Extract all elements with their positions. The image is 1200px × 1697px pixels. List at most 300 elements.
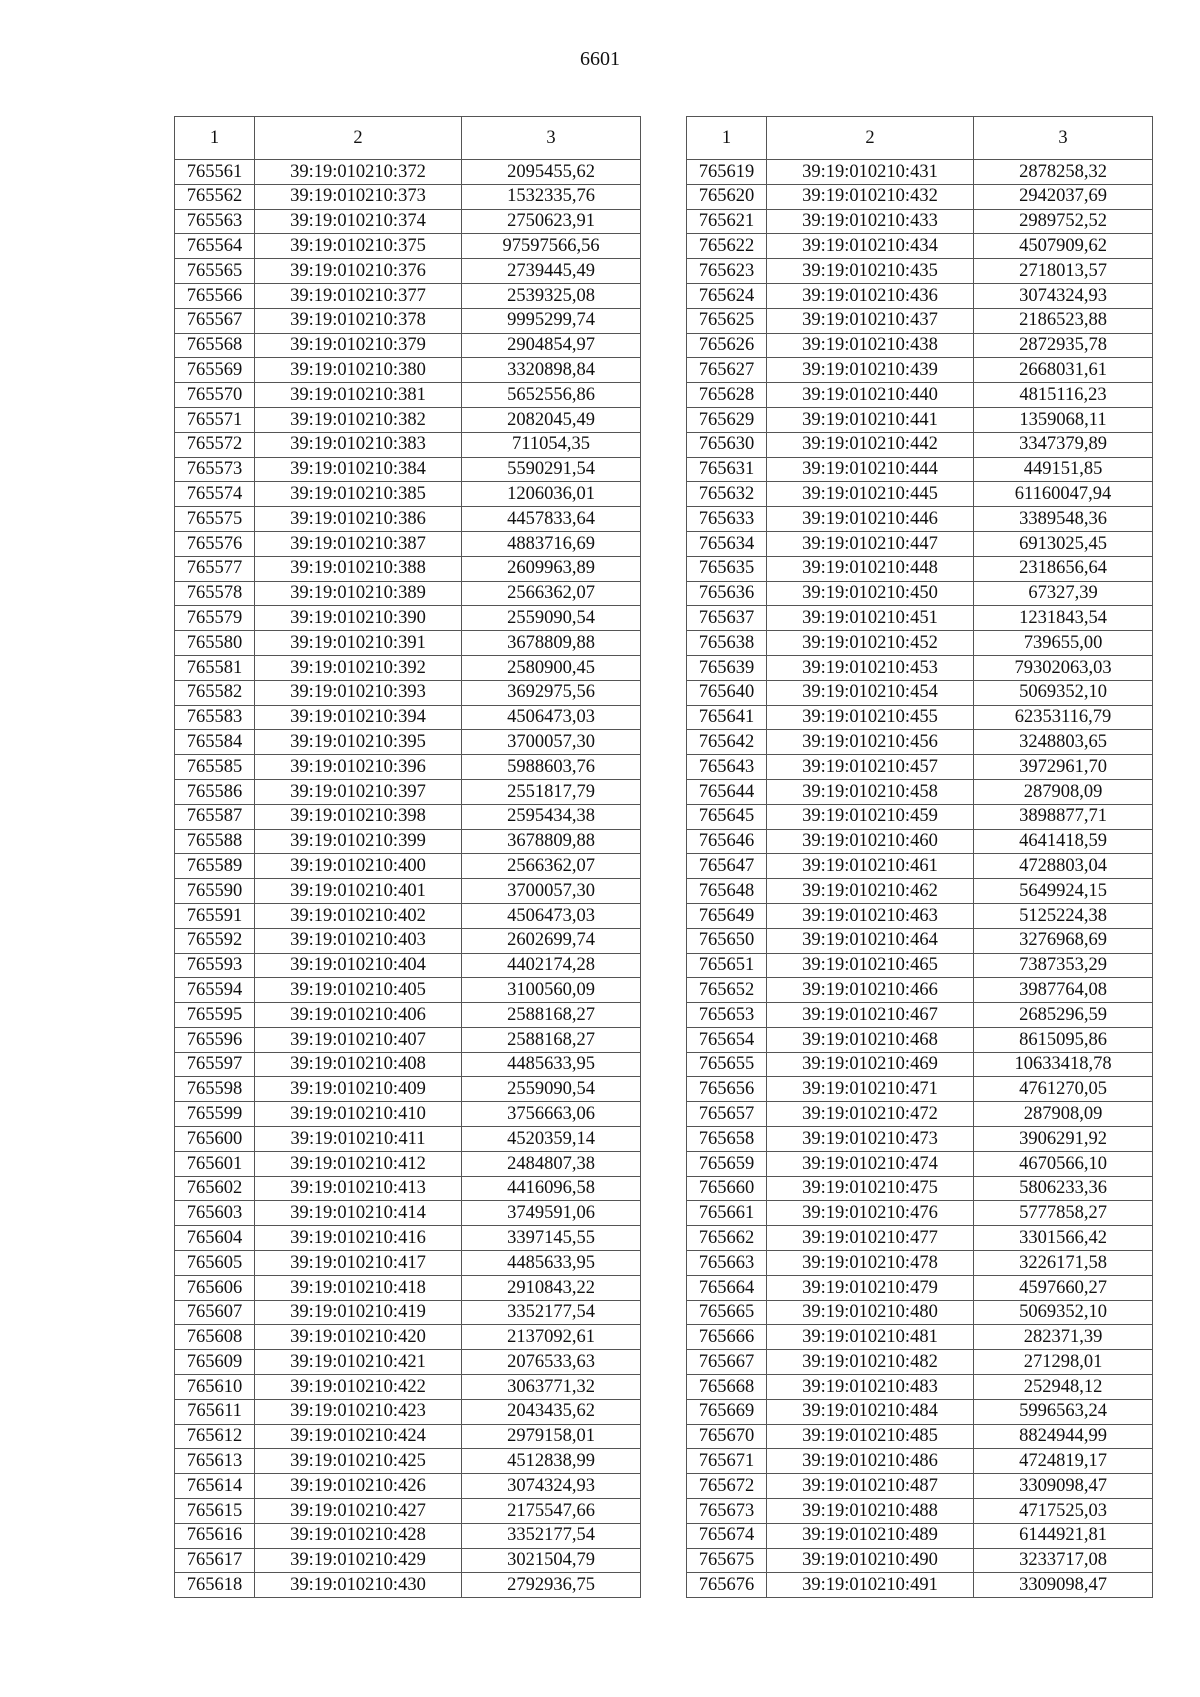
cadastral-number-cell: 39:19:010210:462 (767, 879, 974, 904)
column-header-1: 1 (175, 117, 255, 160)
value-cell: 2539325,08 (462, 283, 641, 308)
value-cell: 4883716,69 (462, 531, 641, 556)
value-cell: 3972961,70 (974, 755, 1153, 780)
cadastral-number-cell: 39:19:010210:414 (255, 1201, 462, 1226)
value-cell: 2566362,07 (462, 854, 641, 879)
cadastral-number-cell: 39:19:010210:485 (767, 1424, 974, 1449)
column-header-1: 1 (687, 117, 767, 160)
table-row (687, 705, 1153, 730)
cadastral-number-cell: 39:19:010210:460 (767, 829, 974, 854)
table-header-row (687, 117, 1153, 160)
cadastral-number-cell: 39:19:010210:475 (767, 1176, 974, 1201)
cadastral-number-cell: 39:19:010210:456 (767, 730, 974, 755)
cadastral-number-cell: 39:19:010210:466 (767, 978, 974, 1003)
row-number-cell: 765640 (687, 680, 767, 705)
cadastral-number-cell: 39:19:010210:467 (767, 1003, 974, 1028)
row-number-cell: 765659 (687, 1151, 767, 1176)
cadastral-number-cell: 39:19:010210:454 (767, 680, 974, 705)
table-row (175, 705, 641, 730)
value-cell: 3389548,36 (974, 507, 1153, 532)
table-row (687, 333, 1153, 358)
value-cell: 2739445,49 (462, 259, 641, 284)
table-row (687, 631, 1153, 656)
value-cell: 1532335,76 (462, 184, 641, 209)
row-number-cell: 765601 (175, 1151, 255, 1176)
row-number-cell: 765595 (175, 1003, 255, 1028)
cadastral-number-cell: 39:19:010210:448 (767, 556, 974, 581)
cadastral-number-cell: 39:19:010210:382 (255, 407, 462, 432)
table-row (687, 829, 1153, 854)
cadastral-number-cell: 39:19:010210:477 (767, 1226, 974, 1251)
row-number-cell: 765586 (175, 779, 255, 804)
cadastral-number-cell: 39:19:010210:401 (255, 879, 462, 904)
table-row (175, 1102, 641, 1127)
cadastral-number-cell: 39:19:010210:430 (255, 1573, 462, 1598)
table-row (175, 383, 641, 408)
row-number-cell: 765663 (687, 1251, 767, 1276)
cadastral-number-cell: 39:19:010210:410 (255, 1102, 462, 1127)
row-number-cell: 765591 (175, 903, 255, 928)
row-number-cell: 765637 (687, 606, 767, 631)
cadastral-number-cell: 39:19:010210:480 (767, 1300, 974, 1325)
table-row (175, 1300, 641, 1325)
row-number-cell: 765642 (687, 730, 767, 755)
value-cell: 252948,12 (974, 1375, 1153, 1400)
value-cell: 8824944,99 (974, 1424, 1153, 1449)
row-number-cell: 765563 (175, 209, 255, 234)
row-number-cell: 765671 (687, 1449, 767, 1474)
table-row (175, 779, 641, 804)
value-cell: 2609963,89 (462, 556, 641, 581)
value-cell: 3352177,54 (462, 1523, 641, 1548)
cadastral-number-cell: 39:19:010210:408 (255, 1052, 462, 1077)
value-cell: 5590291,54 (462, 457, 641, 482)
value-cell: 3678809,88 (462, 829, 641, 854)
value-cell: 3898877,71 (974, 804, 1153, 829)
cadastral-number-cell: 39:19:010210:465 (767, 953, 974, 978)
cadastral-number-cell: 39:19:010210:413 (255, 1176, 462, 1201)
value-cell: 449151,85 (974, 457, 1153, 482)
value-cell: 282371,39 (974, 1325, 1153, 1350)
row-number-cell: 765577 (175, 556, 255, 581)
value-cell: 2484807,38 (462, 1151, 641, 1176)
cadastral-number-cell: 39:19:010210:389 (255, 581, 462, 606)
table-row (687, 531, 1153, 556)
table-row (175, 1375, 641, 1400)
table-row (687, 1499, 1153, 1524)
cadastral-number-cell: 39:19:010210:435 (767, 259, 974, 284)
table-row (687, 779, 1153, 804)
value-cell: 6913025,45 (974, 531, 1153, 556)
value-cell: 10633418,78 (974, 1052, 1153, 1077)
cadastral-number-cell: 39:19:010210:409 (255, 1077, 462, 1102)
table-row (175, 283, 641, 308)
cadastral-number-cell: 39:19:010210:469 (767, 1052, 974, 1077)
row-number-cell: 765657 (687, 1102, 767, 1127)
table-row (687, 1300, 1153, 1325)
value-cell: 4457833,64 (462, 507, 641, 532)
row-number-cell: 765661 (687, 1201, 767, 1226)
table-row (175, 457, 641, 482)
row-number-cell: 765604 (175, 1226, 255, 1251)
value-cell: 67327,39 (974, 581, 1153, 606)
row-number-cell: 765665 (687, 1300, 767, 1325)
table-row (687, 432, 1153, 457)
value-cell: 4520359,14 (462, 1127, 641, 1152)
value-cell: 739655,00 (974, 631, 1153, 656)
value-cell: 5777858,27 (974, 1201, 1153, 1226)
row-number-cell: 765623 (687, 259, 767, 284)
table-row (175, 1474, 641, 1499)
cadastral-number-cell: 39:19:010210:374 (255, 209, 462, 234)
row-number-cell: 765636 (687, 581, 767, 606)
value-cell: 2588168,27 (462, 1027, 641, 1052)
row-number-cell: 765589 (175, 854, 255, 879)
cadastral-number-cell: 39:19:010210:447 (767, 531, 974, 556)
value-cell: 3906291,92 (974, 1127, 1153, 1152)
row-number-cell: 765600 (175, 1127, 255, 1152)
table-row (687, 383, 1153, 408)
row-number-cell: 765567 (175, 308, 255, 333)
row-number-cell: 765656 (687, 1077, 767, 1102)
table-row (687, 184, 1153, 209)
table-row (687, 655, 1153, 680)
table-row (175, 407, 641, 432)
value-cell: 4815116,23 (974, 383, 1153, 408)
value-cell: 3692975,56 (462, 680, 641, 705)
row-number-cell: 765675 (687, 1548, 767, 1573)
table-row (687, 1523, 1153, 1548)
table-row (175, 631, 641, 656)
value-cell: 3309098,47 (974, 1573, 1153, 1598)
table-row (687, 1027, 1153, 1052)
value-cell: 4670566,10 (974, 1151, 1153, 1176)
table-row (687, 1151, 1153, 1176)
table-row (175, 1424, 641, 1449)
row-number-cell: 765607 (175, 1300, 255, 1325)
value-cell: 62353116,79 (974, 705, 1153, 730)
row-number-cell: 765614 (175, 1474, 255, 1499)
row-number-cell: 765621 (687, 209, 767, 234)
cadastral-number-cell: 39:19:010210:488 (767, 1499, 974, 1524)
cadastral-number-cell: 39:19:010210:472 (767, 1102, 974, 1127)
table-row (175, 1052, 641, 1077)
value-cell: 2559090,54 (462, 1077, 641, 1102)
table-row (687, 556, 1153, 581)
cadastral-number-cell: 39:19:010210:457 (767, 755, 974, 780)
cadastral-number-cell: 39:19:010210:400 (255, 854, 462, 879)
register-table-right (686, 116, 1153, 1598)
cadastral-number-cell: 39:19:010210:388 (255, 556, 462, 581)
value-cell: 2942037,69 (974, 184, 1153, 209)
table-row (687, 160, 1153, 185)
row-number-cell: 765579 (175, 606, 255, 631)
row-number-cell: 765565 (175, 259, 255, 284)
row-number-cell: 765593 (175, 953, 255, 978)
cadastral-number-cell: 39:19:010210:434 (767, 234, 974, 259)
cadastral-number-cell: 39:19:010210:384 (255, 457, 462, 482)
cadastral-number-cell: 39:19:010210:403 (255, 928, 462, 953)
cadastral-number-cell: 39:19:010210:461 (767, 854, 974, 879)
row-number-cell: 765645 (687, 804, 767, 829)
table-row (175, 1027, 641, 1052)
value-cell: 1359068,11 (974, 407, 1153, 432)
row-number-cell: 765624 (687, 283, 767, 308)
column-header-2: 2 (255, 117, 462, 160)
table-row (175, 556, 641, 581)
value-cell: 4485633,95 (462, 1052, 641, 1077)
cadastral-number-cell: 39:19:010210:433 (767, 209, 974, 234)
value-cell: 2551817,79 (462, 779, 641, 804)
cadastral-number-cell: 39:19:010210:418 (255, 1275, 462, 1300)
value-cell: 2082045,49 (462, 407, 641, 432)
row-number-cell: 765647 (687, 854, 767, 879)
row-number-cell: 765626 (687, 333, 767, 358)
value-cell: 4717525,03 (974, 1499, 1153, 1524)
table-row (175, 829, 641, 854)
value-cell: 1231843,54 (974, 606, 1153, 631)
cadastral-number-cell: 39:19:010210:404 (255, 953, 462, 978)
cadastral-number-cell: 39:19:010210:381 (255, 383, 462, 408)
row-number-cell: 765572 (175, 432, 255, 457)
table-row (175, 804, 641, 829)
column-header-3: 3 (462, 117, 641, 160)
value-cell: 9995299,74 (462, 308, 641, 333)
cadastral-number-cell: 39:19:010210:479 (767, 1275, 974, 1300)
value-cell: 3276968,69 (974, 928, 1153, 953)
value-cell: 2559090,54 (462, 606, 641, 631)
row-number-cell: 765608 (175, 1325, 255, 1350)
table-row (175, 1176, 641, 1201)
row-number-cell: 765581 (175, 655, 255, 680)
row-number-cell: 765648 (687, 879, 767, 904)
value-cell: 2318656,64 (974, 556, 1153, 581)
row-number-cell: 765597 (175, 1052, 255, 1077)
value-cell: 287908,09 (974, 779, 1153, 804)
row-number-cell: 765613 (175, 1449, 255, 1474)
value-cell: 4416096,58 (462, 1176, 641, 1201)
value-cell: 4507909,62 (974, 234, 1153, 259)
cadastral-number-cell: 39:19:010210:427 (255, 1499, 462, 1524)
row-number-cell: 765649 (687, 903, 767, 928)
value-cell: 711054,35 (462, 432, 641, 457)
cadastral-number-cell: 39:19:010210:489 (767, 1523, 974, 1548)
row-number-cell: 765669 (687, 1399, 767, 1424)
value-cell: 3749591,06 (462, 1201, 641, 1226)
row-number-cell: 765619 (687, 160, 767, 185)
cadastral-number-cell: 39:19:010210:476 (767, 1201, 974, 1226)
cadastral-number-cell: 39:19:010210:481 (767, 1325, 974, 1350)
row-number-cell: 765561 (175, 160, 255, 185)
row-number-cell: 765616 (175, 1523, 255, 1548)
table-row (687, 978, 1153, 1003)
value-cell: 3074324,93 (974, 283, 1153, 308)
row-number-cell: 765666 (687, 1325, 767, 1350)
cadastral-number-cell: 39:19:010210:407 (255, 1027, 462, 1052)
table-row (687, 234, 1153, 259)
cadastral-number-cell: 39:19:010210:412 (255, 1151, 462, 1176)
value-cell: 4724819,17 (974, 1449, 1153, 1474)
row-number-cell: 765583 (175, 705, 255, 730)
cadastral-number-cell: 39:19:010210:379 (255, 333, 462, 358)
table-row (175, 928, 641, 953)
row-number-cell: 765652 (687, 978, 767, 1003)
row-number-cell: 765584 (175, 730, 255, 755)
cadastral-number-cell: 39:19:010210:471 (767, 1077, 974, 1102)
register-table-left (174, 116, 641, 1598)
table-row (687, 854, 1153, 879)
row-number-cell: 765596 (175, 1027, 255, 1052)
value-cell: 2175547,66 (462, 1499, 641, 1524)
row-number-cell: 765646 (687, 829, 767, 854)
row-number-cell: 765641 (687, 705, 767, 730)
row-number-cell: 765638 (687, 631, 767, 656)
cadastral-number-cell: 39:19:010210:405 (255, 978, 462, 1003)
cadastral-number-cell: 39:19:010210:474 (767, 1151, 974, 1176)
value-cell: 4402174,28 (462, 953, 641, 978)
row-number-cell: 765585 (175, 755, 255, 780)
cadastral-number-cell: 39:19:010210:453 (767, 655, 974, 680)
table-row (175, 333, 641, 358)
row-number-cell: 765609 (175, 1350, 255, 1375)
table-row (175, 1499, 641, 1524)
table-row (175, 259, 641, 284)
row-number-cell: 765668 (687, 1375, 767, 1400)
table-row (687, 1474, 1153, 1499)
value-cell: 2186523,88 (974, 308, 1153, 333)
table-row (687, 1201, 1153, 1226)
cadastral-number-cell: 39:19:010210:411 (255, 1127, 462, 1152)
column-header-2: 2 (767, 117, 974, 160)
table-row (687, 209, 1153, 234)
table-header-row (175, 117, 641, 160)
table-row (175, 308, 641, 333)
cadastral-number-cell: 39:19:010210:395 (255, 730, 462, 755)
value-cell: 3021504,79 (462, 1548, 641, 1573)
cadastral-number-cell: 39:19:010210:455 (767, 705, 974, 730)
cadastral-number-cell: 39:19:010210:425 (255, 1449, 462, 1474)
row-number-cell: 765651 (687, 953, 767, 978)
cadastral-number-cell: 39:19:010210:431 (767, 160, 974, 185)
row-number-cell: 765667 (687, 1350, 767, 1375)
cadastral-number-cell: 39:19:010210:437 (767, 308, 974, 333)
cadastral-number-cell: 39:19:010210:372 (255, 160, 462, 185)
value-cell: 3074324,93 (462, 1474, 641, 1499)
row-number-cell: 765628 (687, 383, 767, 408)
table-row (175, 606, 641, 631)
table-row (175, 755, 641, 780)
table-row (687, 457, 1153, 482)
value-cell: 3678809,88 (462, 631, 641, 656)
row-number-cell: 765571 (175, 407, 255, 432)
row-number-cell: 765643 (687, 755, 767, 780)
value-cell: 2095455,62 (462, 160, 641, 185)
cadastral-number-cell: 39:19:010210:422 (255, 1375, 462, 1400)
row-number-cell: 765599 (175, 1102, 255, 1127)
value-cell: 5069352,10 (974, 1300, 1153, 1325)
row-number-cell: 765568 (175, 333, 255, 358)
row-number-cell: 765660 (687, 1176, 767, 1201)
cadastral-number-cell: 39:19:010210:458 (767, 779, 974, 804)
cadastral-number-cell: 39:19:010210:385 (255, 482, 462, 507)
cadastral-number-cell: 39:19:010210:402 (255, 903, 462, 928)
cadastral-number-cell: 39:19:010210:419 (255, 1300, 462, 1325)
row-number-cell: 765630 (687, 432, 767, 457)
row-number-cell: 765654 (687, 1027, 767, 1052)
cadastral-number-cell: 39:19:010210:486 (767, 1449, 974, 1474)
value-cell: 5069352,10 (974, 680, 1153, 705)
table-row (175, 581, 641, 606)
table-row (687, 1003, 1153, 1028)
table-row (175, 978, 641, 1003)
table-row (687, 1226, 1153, 1251)
row-number-cell: 765635 (687, 556, 767, 581)
row-number-cell: 765617 (175, 1548, 255, 1573)
row-number-cell: 765575 (175, 507, 255, 532)
column-header-3: 3 (974, 117, 1153, 160)
table-row (175, 1548, 641, 1573)
cadastral-number-cell: 39:19:010210:393 (255, 680, 462, 705)
cadastral-number-cell: 39:19:010210:482 (767, 1350, 974, 1375)
table-row (687, 804, 1153, 829)
value-cell: 5988603,76 (462, 755, 641, 780)
value-cell: 79302063,03 (974, 655, 1153, 680)
cadastral-number-cell: 39:19:010210:440 (767, 383, 974, 408)
row-number-cell: 765592 (175, 928, 255, 953)
value-cell: 6144921,81 (974, 1523, 1153, 1548)
cadastral-number-cell: 39:19:010210:380 (255, 358, 462, 383)
cadastral-number-cell: 39:19:010210:424 (255, 1424, 462, 1449)
table-row (175, 234, 641, 259)
row-number-cell: 765615 (175, 1499, 255, 1524)
value-cell: 3309098,47 (974, 1474, 1153, 1499)
table-row (687, 1548, 1153, 1573)
cadastral-number-cell: 39:19:010210:406 (255, 1003, 462, 1028)
value-cell: 5652556,86 (462, 383, 641, 408)
row-number-cell: 765587 (175, 804, 255, 829)
cadastral-number-cell: 39:19:010210:390 (255, 606, 462, 631)
row-number-cell: 765598 (175, 1077, 255, 1102)
row-number-cell: 765603 (175, 1201, 255, 1226)
value-cell: 2566362,07 (462, 581, 641, 606)
row-number-cell: 765618 (175, 1573, 255, 1598)
cadastral-number-cell: 39:19:010210:438 (767, 333, 974, 358)
row-number-cell: 765653 (687, 1003, 767, 1028)
table-row (175, 903, 641, 928)
row-number-cell: 765580 (175, 631, 255, 656)
table-row (687, 680, 1153, 705)
row-number-cell: 765658 (687, 1127, 767, 1152)
table-row (175, 184, 641, 209)
value-cell: 2872935,78 (974, 333, 1153, 358)
table-row (687, 482, 1153, 507)
table-row (687, 283, 1153, 308)
table-row (175, 482, 641, 507)
value-cell: 2792936,75 (462, 1573, 641, 1598)
value-cell: 1206036,01 (462, 482, 641, 507)
cadastral-number-cell: 39:19:010210:383 (255, 432, 462, 457)
cadastral-number-cell: 39:19:010210:420 (255, 1325, 462, 1350)
table-row (175, 507, 641, 532)
row-number-cell: 765622 (687, 234, 767, 259)
row-number-cell: 765674 (687, 1523, 767, 1548)
value-cell: 2595434,38 (462, 804, 641, 829)
row-number-cell: 765576 (175, 531, 255, 556)
value-cell: 4485633,95 (462, 1251, 641, 1276)
table-row (175, 1523, 641, 1548)
table-row (175, 1399, 641, 1424)
cadastral-number-cell: 39:19:010210:423 (255, 1399, 462, 1424)
